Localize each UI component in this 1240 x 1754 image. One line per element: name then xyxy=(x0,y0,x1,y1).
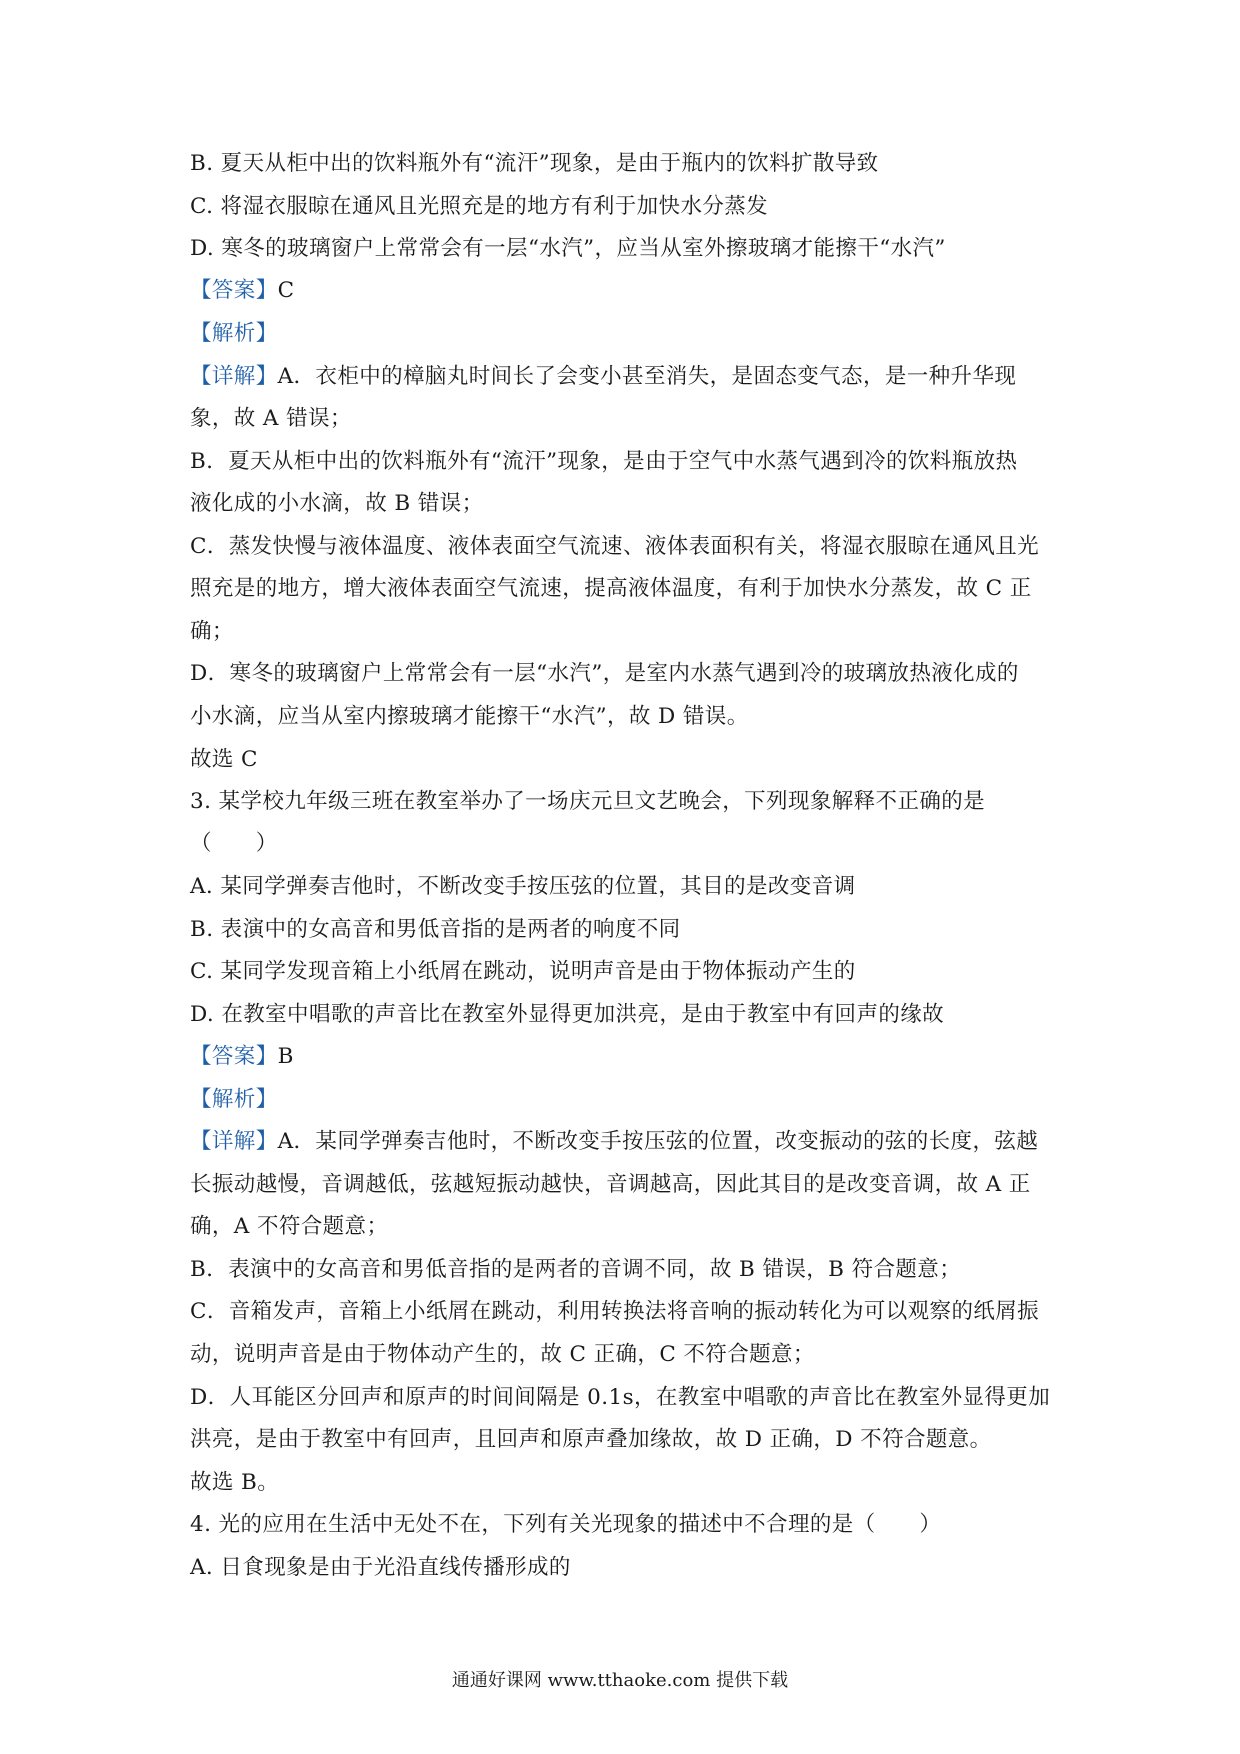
answer-value: B xyxy=(277,1044,294,1069)
q2-detail-line: D．寒冬的玻璃窗户上常常会有一层“水汽”，是室内水蒸气遇到冷的玻璃放热液化成的 xyxy=(190,661,1019,686)
q3-stem: 3. 某学校九年级三班在教室举办了一场庆元旦文艺晚会，下列现象解释不正确的是 xyxy=(190,789,986,814)
q3-detail-line: B．表演中的女高音和男低音指的是两者的音调不同，故 B 错误，B 符合题意； xyxy=(190,1257,962,1282)
q4-option-a: A. 日食现象是由于光沿直线传播形成的 xyxy=(190,1555,571,1580)
q3-stem-bracket: （ ） xyxy=(190,831,278,856)
q2-detail-line: 象，故 A 错误； xyxy=(190,406,352,431)
detail-tag: 【详解】 xyxy=(190,1129,278,1154)
q2-detail-line: C．蒸发快慢与液体温度、液体表面空气流速、液体表面积有关，将湿衣服晾在通风且光 xyxy=(190,534,1040,559)
q2-conclusion: 故选 C xyxy=(190,747,258,772)
q3-detail-line: 动，说明声音是由于物体动产生的，故 C 正确，C 不符合题意； xyxy=(190,1342,815,1367)
answer-tag: 【答案】 xyxy=(190,278,278,303)
q3-detail-line: 洪亮，是由于教室中有回声，且回声和原声叠加缘故，故 D 正确，D 不符合题意。 xyxy=(190,1427,992,1452)
q2-detail-line: 照充是的地方，增大液体表面空气流速，提高液体温度，有利于加快水分蒸发，故 C 正 xyxy=(190,576,1032,601)
page-footer: 通通好课网 www.tthaoke.com 提供下载 xyxy=(451,1670,789,1691)
q3-analysis-tag: 【解析】 xyxy=(190,1087,278,1112)
q2-option-c: C. 将湿衣服晾在通风且光照充是的地方有利于加快水分蒸发 xyxy=(190,194,769,219)
q2-answer xyxy=(190,278,294,304)
q3-option-b: B. 表演中的女高音和男低音指的是两者的响度不同 xyxy=(190,917,681,942)
answer-value: C xyxy=(277,278,295,303)
answer-tag: 【答案】 xyxy=(190,1044,278,1069)
q3-option-d: D. 在教室中唱歌的声音比在教室外显得更加洪亮，是由于教室中有回声的缘故 xyxy=(190,1002,945,1027)
q3-detail-line: C．音箱发声，音箱上小纸屑在跳动，利用转换法将音响的振动转化为可以观察的纸屑振 xyxy=(190,1299,1040,1324)
q2-analysis-tag: 【解析】 xyxy=(190,321,278,346)
q3-detail-line: 确，A 不符合题意； xyxy=(190,1214,389,1239)
detail-text: A．衣柜中的樟脑丸时间长了会变小甚至消失，是固态变气态，是一种升华现 xyxy=(277,364,1017,389)
q2-detail-line xyxy=(190,364,1016,390)
q2-detail-line: B．夏天从柜中出的饮料瓶外有“流汗”现象，是由于空气中水蒸气遇到冷的饮料瓶放热 xyxy=(190,449,1018,474)
detail-text: A．某同学弹奏吉他时，不断改变手按压弦的位置，改变振动的弦的长度，弦越 xyxy=(277,1129,1039,1154)
q2-option-b: B. 夏天从柜中出的饮料瓶外有“流汗”现象，是由于瓶内的饮料扩散导致 xyxy=(190,151,879,176)
q3-answer xyxy=(190,1044,294,1070)
q4-stem: 4. 光的应用在生活中无处不在，下列有关光现象的描述中不合理的是（ ） xyxy=(190,1512,942,1537)
q3-conclusion: 故选 B。 xyxy=(190,1470,280,1495)
q2-detail-line: 确； xyxy=(190,619,234,644)
q3-option-c: C. 某同学发现音箱上小纸屑在跳动，说明声音是由于物体振动产生的 xyxy=(190,959,856,984)
q2-detail-line: 液化成的小水滴，故 B 错误； xyxy=(190,491,484,516)
detail-tag: 【详解】 xyxy=(190,364,278,389)
q2-detail-line: 小水滴，应当从室内擦玻璃才能擦干“水汽”，故 D 错误。 xyxy=(190,704,749,729)
q3-detail-line xyxy=(190,1129,1038,1155)
q2-option-d: D. 寒冬的玻璃窗户上常常会有一层“水汽”，应当从室外擦玻璃才能擦干“水汽” xyxy=(190,236,946,261)
q3-detail-line: 长振动越慢，音调越低，弦越短振动越快，音调越高，因此其目的是改变音调，故 A 正 xyxy=(190,1172,1031,1197)
q3-option-a: A. 某同学弹奏吉他时，不断改变手按压弦的位置，其目的是改变音调 xyxy=(190,874,856,899)
q3-detail-line: D．人耳能区分回声和原声的时间间隔是 0.1s，在教室中唱歌的声音比在教室外显得更加 xyxy=(190,1385,1051,1410)
